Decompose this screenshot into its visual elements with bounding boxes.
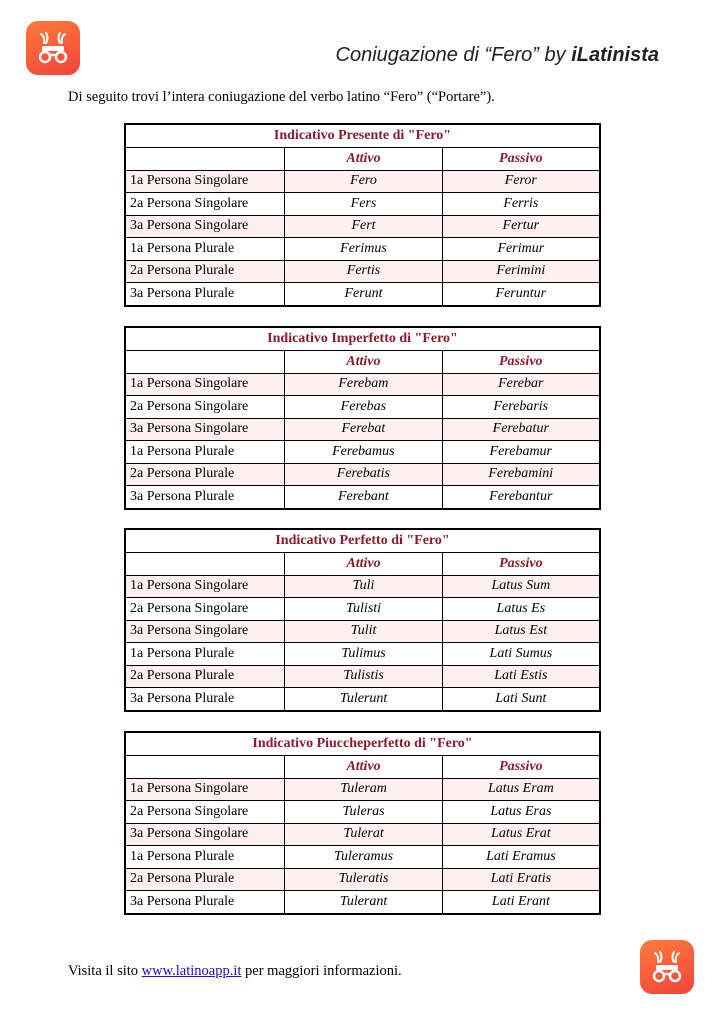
person-cell: 2a Persona Singolare: [125, 598, 285, 621]
person-cell: 3a Persona Singolare: [125, 823, 285, 846]
active-form-cell: Tulerant: [285, 891, 442, 914]
conjugation-table: [124, 326, 601, 510]
active-form-cell: Ferimus: [285, 238, 442, 261]
active-form-cell: Fertis: [285, 260, 442, 283]
person-cell: 2a Persona Plurale: [125, 665, 285, 688]
passive-form-cell: Latus Eram: [442, 778, 600, 801]
table-row: [125, 418, 600, 441]
person-cell: 3a Persona Plurale: [125, 891, 285, 914]
title-prefix: Coniugazione di “Fero” by: [335, 44, 572, 66]
conjugation-table: [124, 731, 601, 915]
passive-form-cell: Fertur: [442, 215, 600, 238]
table-row: [125, 688, 600, 711]
active-form-cell: Tulit: [285, 620, 442, 643]
passive-form-cell: Latus Es: [442, 598, 600, 621]
passive-form-cell: Lati Erant: [442, 891, 600, 914]
passive-form-cell: Ferebatur: [442, 418, 600, 441]
column-header-active: Attivo: [285, 553, 442, 576]
passive-form-cell: Feruntur: [442, 283, 600, 306]
active-form-cell: Tulistis: [285, 665, 442, 688]
page-title: [336, 44, 659, 67]
table-row: [125, 575, 600, 598]
person-cell: 3a Persona Plurale: [125, 486, 285, 509]
person-cell: 3a Persona Plurale: [125, 688, 285, 711]
passive-form-cell: Lati Sunt: [442, 688, 600, 711]
table-row: [125, 823, 600, 846]
passive-form-cell: Ferris: [442, 193, 600, 216]
table-row: [125, 463, 600, 486]
footer-prefix: Visita il sito: [68, 963, 142, 979]
passive-form-cell: Ferimur: [442, 238, 600, 261]
table-row: [125, 778, 600, 801]
table-row: [125, 620, 600, 643]
column-header-passive: Passivo: [442, 148, 600, 171]
active-form-cell: Fero: [285, 170, 442, 193]
person-cell: 3a Persona Singolare: [125, 418, 285, 441]
column-header-active: Attivo: [285, 756, 442, 779]
header-empty-cell: [125, 553, 285, 576]
passive-form-cell: Lati Eratis: [442, 868, 600, 891]
table-row: [125, 665, 600, 688]
passive-form-cell: Ferebamur: [442, 441, 600, 464]
person-cell: 1a Persona Singolare: [125, 170, 285, 193]
active-form-cell: Ferebat: [285, 418, 442, 441]
conjugation-table: [124, 528, 601, 712]
laurel-helmet-icon: [647, 947, 687, 987]
active-form-cell: Tuli: [285, 575, 442, 598]
table-row: [125, 598, 600, 621]
active-form-cell: Tuleratis: [285, 868, 442, 891]
table-row: [125, 846, 600, 869]
passive-form-cell: Ferimini: [442, 260, 600, 283]
laurel-helmet-icon: [33, 28, 73, 68]
table-row: [125, 396, 600, 419]
person-cell: 1a Persona Plurale: [125, 643, 285, 666]
active-form-cell: Ferebant: [285, 486, 442, 509]
footer-suffix: per maggiori informazioni.: [241, 963, 402, 979]
table-row: [125, 801, 600, 824]
table-title: Indicativo Presente di "Fero": [125, 124, 600, 148]
active-form-cell: Tulimus: [285, 643, 442, 666]
table-row: [125, 170, 600, 193]
table-title: Indicativo Piuccheperfetto di "Fero": [125, 732, 600, 756]
latino-app-logo-icon: [640, 940, 694, 994]
latino-app-logo-icon: [26, 21, 80, 75]
person-cell: 3a Persona Singolare: [125, 215, 285, 238]
intro-text: Di seguito trovi l’intera coniugazione del verbo latino “Fero” (“Portare”).: [68, 89, 495, 105]
website-link[interactable]: www.latinoapp.it: [141, 963, 242, 979]
column-header-active: Attivo: [285, 351, 442, 374]
active-form-cell: Ferebam: [285, 373, 442, 396]
table-row: [125, 486, 600, 509]
conjugation-table: [124, 123, 601, 307]
passive-form-cell: Lati Sumus: [442, 643, 600, 666]
table-row: [125, 283, 600, 306]
table-row: [125, 868, 600, 891]
person-cell: 1a Persona Singolare: [125, 575, 285, 598]
column-header-passive: Passivo: [442, 553, 600, 576]
active-form-cell: Tuleram: [285, 778, 442, 801]
column-header-active: Attivo: [285, 148, 442, 171]
person-cell: 2a Persona Plurale: [125, 260, 285, 283]
active-form-cell: Fert: [285, 215, 442, 238]
table-title: Indicativo Imperfetto di "Fero": [125, 327, 600, 351]
active-form-cell: Tulerat: [285, 823, 442, 846]
active-form-cell: Fers: [285, 193, 442, 216]
table-row: [125, 193, 600, 216]
column-header-passive: Passivo: [442, 756, 600, 779]
table-row: [125, 643, 600, 666]
table-title: Indicativo Perfetto di "Fero": [125, 529, 600, 553]
passive-form-cell: Latus Eras: [442, 801, 600, 824]
active-form-cell: Ferunt: [285, 283, 442, 306]
person-cell: 2a Persona Plurale: [125, 463, 285, 486]
person-cell: 1a Persona Singolare: [125, 778, 285, 801]
header-empty-cell: [125, 351, 285, 374]
person-cell: 3a Persona Singolare: [125, 620, 285, 643]
active-form-cell: Tuleras: [285, 801, 442, 824]
table-row: [125, 238, 600, 261]
active-form-cell: Ferebatis: [285, 463, 442, 486]
person-cell: 2a Persona Plurale: [125, 868, 285, 891]
active-form-cell: Tulisti: [285, 598, 442, 621]
passive-form-cell: Ferebantur: [442, 486, 600, 509]
person-cell: 1a Persona Plurale: [125, 238, 285, 261]
passive-form-cell: Ferebar: [442, 373, 600, 396]
table-row: [125, 215, 600, 238]
passive-form-cell: Lati Estis: [442, 665, 600, 688]
header-empty-cell: [125, 148, 285, 171]
person-cell: 2a Persona Singolare: [125, 801, 285, 824]
person-cell: 1a Persona Plurale: [125, 846, 285, 869]
active-form-cell: Ferebamus: [285, 441, 442, 464]
passive-form-cell: Latus Sum: [442, 575, 600, 598]
table-row: [125, 373, 600, 396]
passive-form-cell: Latus Erat: [442, 823, 600, 846]
person-cell: 3a Persona Plurale: [125, 283, 285, 306]
passive-form-cell: Feror: [442, 170, 600, 193]
table-row: [125, 260, 600, 283]
active-form-cell: Tuleramus: [285, 846, 442, 869]
person-cell: 1a Persona Plurale: [125, 441, 285, 464]
active-form-cell: Ferebas: [285, 396, 442, 419]
active-form-cell: Tulerunt: [285, 688, 442, 711]
column-header-passive: Passivo: [442, 351, 600, 374]
passive-form-cell: Ferebamini: [442, 463, 600, 486]
passive-form-cell: Latus Est: [442, 620, 600, 643]
table-row: [125, 891, 600, 914]
footer-text: [68, 963, 402, 980]
passive-form-cell: Lati Eramus: [442, 846, 600, 869]
header-empty-cell: [125, 756, 285, 779]
brand-name: iLatinista: [571, 44, 659, 66]
person-cell: 1a Persona Singolare: [125, 373, 285, 396]
person-cell: 2a Persona Singolare: [125, 193, 285, 216]
table-row: [125, 441, 600, 464]
person-cell: 2a Persona Singolare: [125, 396, 285, 419]
passive-form-cell: Ferebaris: [442, 396, 600, 419]
